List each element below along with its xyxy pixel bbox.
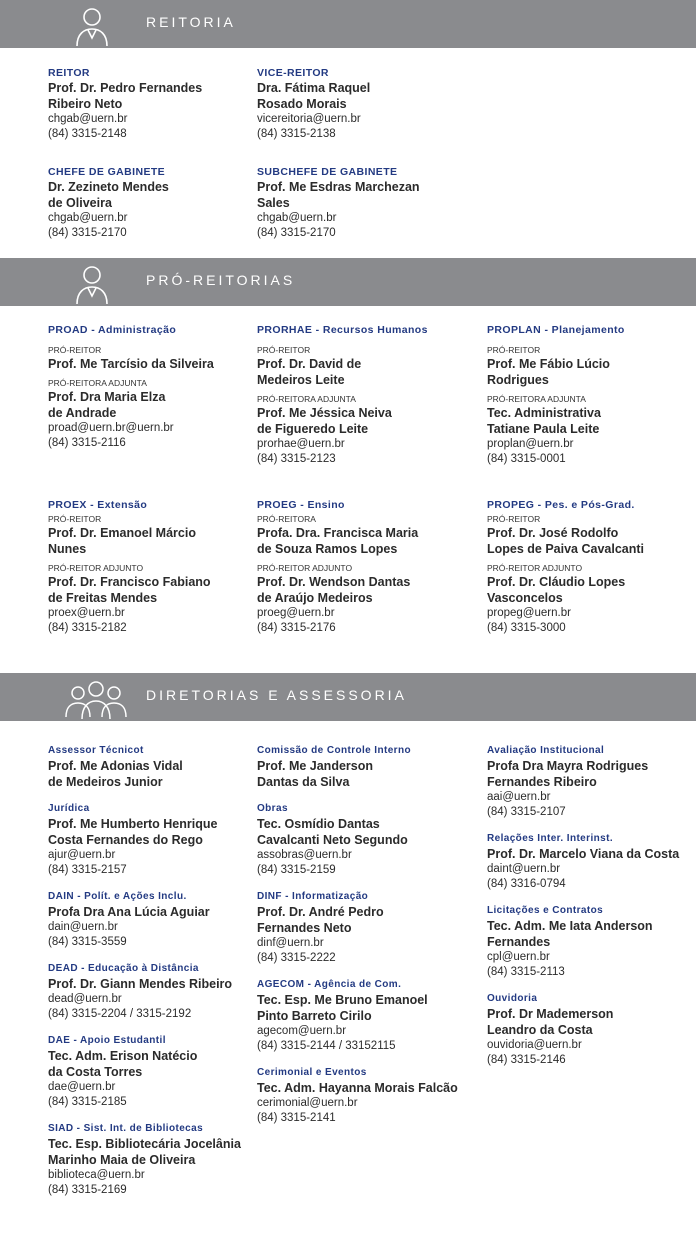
person-name: Ribeiro Neto (48, 97, 123, 111)
person-name: de Andrade (48, 406, 117, 420)
unit-label: PROAD - Administração (48, 324, 177, 336)
person-name: Leandro da Costa (487, 1023, 593, 1037)
phone: (84) 3315-3559 (48, 936, 127, 948)
person-name: Tec. Adm. Hayanna Morais Falcão (257, 1081, 458, 1095)
unit-label: Assessor Técnicot (48, 745, 144, 756)
person-name: Costa Fernandes do Rego (48, 833, 203, 847)
unit-label: Cerimonial e Eventos (257, 1067, 367, 1078)
phone: (84) 3315-2170 (48, 227, 127, 239)
directorate-entry (257, 1066, 477, 1126)
role-label: PRÓ-REITOR (48, 514, 102, 524)
email: dead@uern.br (48, 993, 122, 1005)
person-name: de Freitas Mendes (48, 591, 158, 605)
person-name: Nunes (48, 542, 87, 556)
email: proplan@uern.br (487, 438, 574, 450)
phone: (84) 3315-2159 (257, 864, 336, 876)
unit-label: DAE - Apoio Estudantil (48, 1035, 166, 1046)
email: chgab@uern.br (48, 212, 128, 224)
role-label: PRÓ-REITOR (257, 345, 311, 355)
prorhae-card (257, 323, 472, 467)
person-name: Dra. Fátima Raquel (257, 81, 371, 95)
role-label: VICE-REITOR (257, 67, 329, 79)
phone: (84) 3315-2144 / 33152115 (257, 1040, 396, 1052)
unit-label: DEAD - Educação à Distância (48, 963, 199, 974)
unit-label: DINF - Informatização (257, 891, 369, 902)
proplan-card (487, 323, 687, 467)
phone: (84) 3316-0794 (487, 878, 566, 890)
person-name: Fernandes (487, 935, 551, 949)
directorate-entry (48, 1034, 258, 1110)
role-label: PRÓ-REITOR (487, 514, 541, 524)
directorate-entry (48, 890, 258, 950)
directorate-entry (257, 978, 477, 1054)
phone: (84) 3315-2107 (487, 806, 566, 818)
directorates-column (257, 744, 477, 1138)
person-name: de Medeiros Junior (48, 775, 163, 789)
unit-label: PRORHAE - Recursos Humanos (257, 324, 428, 336)
unit-label: AGECOM - Agência de Com. (257, 979, 402, 990)
email: proeg@uern.br (257, 607, 335, 619)
email: proad@uern.br@uern.br (48, 422, 174, 434)
unit-label: SIAD - Sist. Int. de Bibliotecas (48, 1123, 204, 1134)
person-name: Prof. Dr. André Pedro (257, 905, 384, 919)
unit-label: Avaliação Institucional (487, 745, 605, 756)
email: ouvidoria@uern.br (487, 1039, 582, 1051)
directorate-entry (48, 962, 258, 1022)
person-name: Marinho Maia de Oliveira (48, 1153, 196, 1167)
phone: (84) 3315-2138 (257, 128, 336, 140)
role-label: PRÓ-REITORA (257, 514, 316, 524)
directorate-entry (487, 992, 692, 1068)
email: dain@uern.br (48, 921, 118, 933)
person-name: Dantas da Silva (257, 775, 350, 789)
person-name: Profa Dra Ana Lúcia Aguiar (48, 905, 210, 919)
person-name: Sales (257, 196, 290, 210)
unit-label: Relações Inter. Interinst. (487, 833, 613, 844)
person-name: Prof. Me Fábio Lúcio (487, 357, 610, 371)
role-label: PRÓ-REITOR (48, 345, 102, 355)
unit-label: Comissão de Controle Interno (257, 745, 411, 756)
email: dae@uern.br (48, 1081, 116, 1093)
chefe-gabinete-card (48, 165, 253, 241)
email: cerimonial@uern.br (257, 1097, 358, 1109)
role-label: PRÓ-REITORA ADJUNTA (257, 394, 356, 404)
email: chgab@uern.br (257, 212, 337, 224)
phone: (84) 3315-2123 (257, 453, 336, 465)
phone: (84) 3315-0001 (487, 453, 566, 465)
directorate-entry (48, 1122, 258, 1198)
person-name: Prof. Dr. Pedro Fernandes (48, 81, 203, 95)
person-name: Profa. Dra. Francisca Maria (257, 526, 419, 540)
person-name: Prof. Me Humberto Henrique (48, 817, 218, 831)
directorate-entry (487, 904, 692, 980)
phone: (84) 3315-2157 (48, 864, 127, 876)
role-label: PRÓ-REITOR ADJUNTO (257, 563, 353, 573)
vice-reitor-card (257, 66, 462, 142)
phone: (84) 3315-2113 (487, 966, 565, 978)
directorate-entry (48, 802, 258, 878)
unit-label: Jurídica (48, 803, 90, 814)
unit-label: PROPEG - Pes. e Pós-Grad. (487, 499, 635, 511)
person-name: de Oliveira (48, 196, 112, 210)
unit-label: Ouvidoria (487, 993, 538, 1004)
phone: (84) 3315-3000 (487, 622, 566, 634)
directorate-entry (257, 802, 477, 878)
person-name: de Souza Ramos Lopes (257, 542, 398, 556)
unit-label: PROPLAN - Planejamento (487, 324, 625, 336)
person-name: Prof. Me Tarcísio da Silveira (48, 357, 214, 371)
email: chgab@uern.br (48, 113, 128, 125)
person-name: Tec. Esp. Bibliotecária Jocelânia (48, 1137, 241, 1151)
person-name: Tec. Adm. Me Iata Anderson (487, 919, 653, 933)
section-title: PRÓ-REITORIAS (146, 272, 296, 288)
reitor-card (48, 66, 253, 142)
phone: (84) 3315-2182 (48, 622, 127, 634)
propeg-card (487, 498, 687, 636)
person-name: Prof. Me Esdras Marchezan (257, 180, 420, 194)
person-name: Tec. Administrativa (487, 406, 601, 420)
person-name: Cavalcanti Neto Segundo (257, 833, 408, 847)
person-name: da Costa Torres (48, 1065, 143, 1079)
role-label: SUBCHEFE DE GABINETE (257, 166, 398, 178)
person-name: Prof. Dr. Marcelo Viana da Costa (487, 847, 680, 861)
group-icon (62, 677, 130, 719)
person-name: de Figueredo Leite (257, 422, 369, 436)
directorate-entry (257, 744, 477, 790)
email: biblioteca@uern.br (48, 1169, 145, 1181)
role-label: PRÓ-REITORA ADJUNTA (48, 378, 147, 388)
person-name: Fernandes Neto (257, 921, 352, 935)
person-name: Pinto Barreto Cirilo (257, 1009, 372, 1023)
person-name: Tec. Esp. Me Bruno Emanoel (257, 993, 428, 1007)
person-name: Dr. Zezineto Mendes (48, 180, 169, 194)
person-name: Fernandes Ribeiro (487, 775, 597, 789)
phone: (84) 3315-2222 (257, 952, 336, 964)
person-name: Tatiane Paula Leite (487, 422, 600, 436)
person-name: Prof. Dr. Francisco Fabiano (48, 575, 211, 589)
role-label: REITOR (48, 67, 90, 79)
proex-card (48, 498, 258, 636)
proad-card (48, 323, 258, 451)
email: vicereitoria@uern.br (257, 113, 361, 125)
person-name: Prof. Dr. Wendson Dantas (257, 575, 411, 589)
email: ajur@uern.br (48, 849, 116, 861)
person-name: Prof. Dr. Cláudio Lopes (487, 575, 626, 589)
person-icon (72, 4, 112, 46)
proeg-card (257, 498, 472, 636)
email: daint@uern.br (487, 863, 561, 875)
phone: (84) 3315-2176 (257, 622, 336, 634)
person-name: Rosado Morais (257, 97, 347, 111)
person-name: Prof. Dra Maria Elza (48, 390, 166, 404)
person-icon (72, 262, 112, 304)
person-name: Prof. Dr Mademerson (487, 1007, 614, 1021)
role-label: PRÓ-REITOR (487, 345, 541, 355)
person-name: Tec. Adm. Erison Natécio (48, 1049, 198, 1063)
email: aai@uern.br (487, 791, 551, 803)
person-name: Rodrigues (487, 373, 549, 387)
email: prorhae@uern.br (257, 438, 345, 450)
directorate-entry (48, 744, 258, 790)
email: agecom@uern.br (257, 1025, 347, 1037)
phone: (84) 3315-2169 (48, 1184, 127, 1196)
email: proex@uern.br (48, 607, 125, 619)
directorate-entry (487, 744, 692, 820)
person-name: Prof. Dr. Giann Mendes Ribeiro (48, 977, 233, 991)
section-header-diretorias (0, 673, 696, 721)
directorate-entry (487, 832, 692, 892)
person-name: Prof. Me Janderson (257, 759, 373, 773)
unit-label: Obras (257, 803, 288, 814)
person-name: Vasconcelos (487, 591, 563, 605)
email: dinf@uern.br (257, 937, 324, 949)
unit-label: DAIN - Polít. e Ações Inclu. (48, 891, 187, 902)
directorates-column (48, 744, 258, 1210)
section-title: DIRETORIAS E ASSESSORIA (146, 687, 407, 703)
email: assobras@uern.br (257, 849, 352, 861)
role-label: PRÓ-REITORA ADJUNTA (487, 394, 586, 404)
person-name: Prof. Dr. David de (257, 357, 362, 371)
email: cpl@uern.br (487, 951, 550, 963)
person-name: Prof. Dr. Emanoel Márcio (48, 526, 196, 540)
subchefe-gabinete-card (257, 165, 462, 241)
phone: (84) 3315-2141 (257, 1112, 336, 1124)
person-name: Lopes de Paiva Cavalcanti (487, 542, 645, 556)
person-name: Prof. Me Jéssica Neiva (257, 406, 392, 420)
section-header-proreitorias (0, 258, 696, 306)
unit-label: Licitações e Contratos (487, 905, 604, 916)
section-header-reitoria (0, 0, 696, 48)
phone: (84) 3315-2185 (48, 1096, 127, 1108)
unit-label: PROEX - Extensão (48, 499, 148, 511)
person-name: Prof. Me Adonias Vidal (48, 759, 183, 773)
directorate-entry (257, 890, 477, 966)
email: propeg@uern.br (487, 607, 571, 619)
person-name: de Araújo Medeiros (257, 591, 373, 605)
role-label: PRÓ-REITOR ADJUNTO (48, 563, 144, 573)
section-title: REITORIA (146, 14, 236, 30)
role-label: PRÓ-REITOR ADJUNTO (487, 563, 583, 573)
phone: (84) 3315-2116 (48, 437, 126, 449)
person-name: Prof. Dr. José Rodolfo (487, 526, 619, 540)
directorates-column (487, 744, 692, 1080)
person-name: Tec. Osmídio Dantas (257, 817, 380, 831)
person-name: Medeiros Leite (257, 373, 345, 387)
role-label: CHEFE DE GABINETE (48, 166, 166, 178)
unit-label: PROEG - Ensino (257, 499, 345, 511)
phone: (84) 3315-2204 / 3315-2192 (48, 1008, 192, 1020)
phone: (84) 3315-2146 (487, 1054, 566, 1066)
person-name: Profa Dra Mayra Rodrigues (487, 759, 649, 773)
phone: (84) 3315-2170 (257, 227, 336, 239)
phone: (84) 3315-2148 (48, 128, 127, 140)
